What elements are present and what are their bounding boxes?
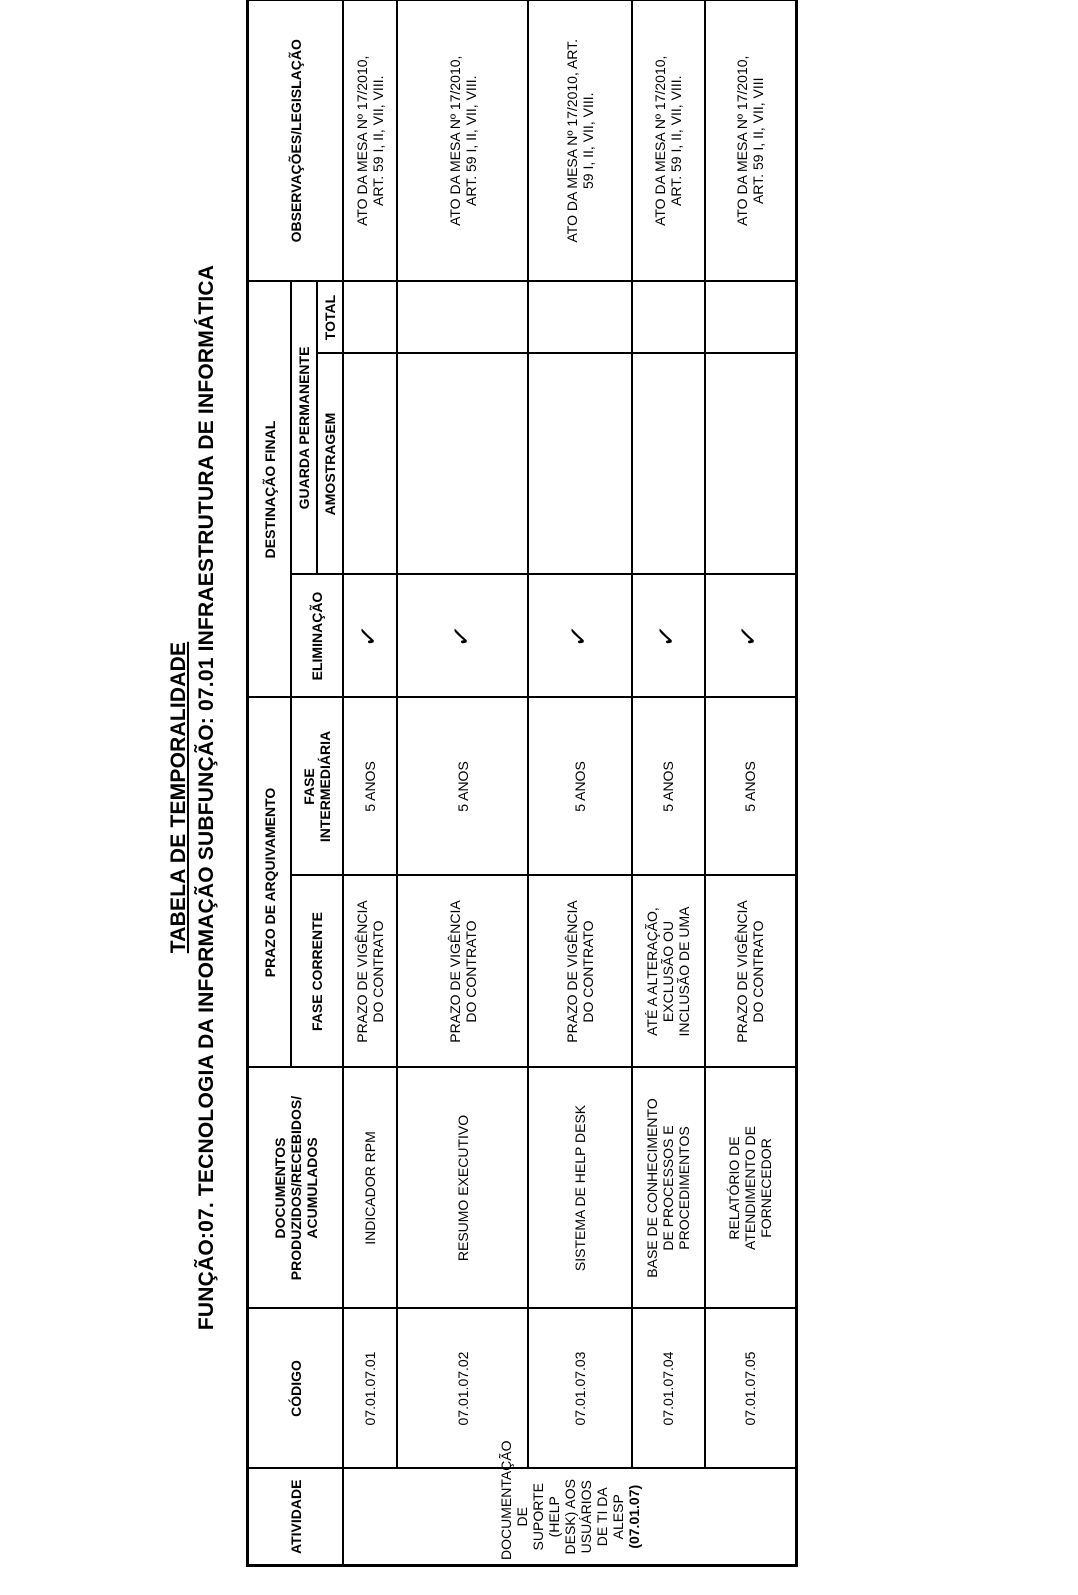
documento-line: FORNECEDOR xyxy=(758,1138,775,1238)
header-amostragem: AMOSTRAGEM xyxy=(317,354,343,575)
cell-amostragem xyxy=(705,354,797,575)
fase-corrente-line: PRAZO DE VIGÊNCIA xyxy=(354,900,371,1043)
cell-fase-corrente xyxy=(343,876,397,1068)
atividade-line: DE SUPORTE (HELP xyxy=(513,1483,562,1551)
header-fase-intermediaria-line: INTERMEDIÁRIA xyxy=(317,730,334,843)
check-icon: ✓ xyxy=(732,623,765,649)
fase-corrente-line: EXCLUSÃO OU xyxy=(660,920,677,1023)
documento-line: SISTEMA DE HELP DESK xyxy=(571,1104,588,1272)
fase-corrente-line: PRAZO DE VIGÊNCIA xyxy=(446,900,463,1043)
table-row xyxy=(632,0,705,1566)
cell-documento xyxy=(397,1068,527,1309)
observacoes-line: 59 I, II, VII, VIII. xyxy=(579,92,596,189)
header-documentos xyxy=(248,1068,344,1309)
cell-observacoes xyxy=(632,0,705,281)
header-fase-intermediaria-line: FASE xyxy=(301,768,318,805)
observacoes-line: ATO DA MESA Nº 17/2010, xyxy=(652,55,669,226)
check-icon: ✓ xyxy=(649,623,683,649)
header-guarda-permanente: GUARDA PERMANENTE xyxy=(291,281,317,574)
documento-line: RESUMO EXECUTIVO xyxy=(454,1114,471,1262)
cell-fase-intermediaria: 5 ANOS xyxy=(397,698,527,876)
atividade-code: (07.01.07) xyxy=(625,1484,642,1549)
cell-fase-intermediaria: 5 ANOS xyxy=(705,698,797,876)
fase-corrente-line: ATÉ A ALTERAÇÃO, xyxy=(644,907,661,1036)
cell-total xyxy=(397,281,527,353)
fase-corrente-line: DO CONTRATO xyxy=(370,920,387,1023)
fase-corrente-line: DO CONTRATO xyxy=(750,920,767,1023)
check-icon: ✓ xyxy=(444,623,477,649)
cell-fase-intermediaria: 5 ANOS xyxy=(528,698,632,876)
cell-documento xyxy=(632,1068,705,1309)
cell-observacoes xyxy=(343,0,397,281)
header-total: TOTAL xyxy=(317,281,343,353)
cell-fase-intermediaria: 5 ANOS xyxy=(632,698,705,876)
header-fase-intermediaria xyxy=(291,698,343,876)
cell-fase-corrente xyxy=(632,876,705,1068)
cell-amostragem xyxy=(632,354,705,575)
check-icon: ✓ xyxy=(561,623,595,649)
documento-line: RELATÓRIO DE xyxy=(726,1136,743,1240)
cell-codigo: 07.01.07.04 xyxy=(632,1309,705,1469)
cell-total xyxy=(343,281,397,353)
table-row xyxy=(528,0,632,1566)
header-observacoes: OBSERVAÇÕES/LEGISLAÇÃO xyxy=(248,0,344,281)
observacoes-line: ART. 59 I, II, VII, VIII. xyxy=(462,75,479,206)
cell-eliminacao xyxy=(632,575,705,698)
observacoes-line: ATO DA MESA Nº 17/2010, ART. xyxy=(563,38,580,243)
cell-observacoes xyxy=(705,0,797,281)
cell-codigo: 07.01.07.02 xyxy=(397,1309,527,1469)
atividade-line: USUÁRIOS DE TI DA xyxy=(577,1480,610,1554)
cell-codigo: 07.01.07.05 xyxy=(705,1309,797,1469)
cell-total xyxy=(528,281,632,353)
fase-corrente-line: DO CONTRATO xyxy=(462,920,479,1023)
cell-observacoes xyxy=(528,0,632,281)
cell-codigo: 07.01.07.01 xyxy=(343,1309,397,1469)
cell-eliminacao xyxy=(343,575,397,698)
header-codigo: CÓDIGO xyxy=(248,1309,344,1469)
atividade-line: ALESP xyxy=(609,1494,626,1540)
document-title: TABELA DE TEMPORALIDADE xyxy=(167,641,190,954)
documento-line: PROCEDIMENTOS xyxy=(676,1126,693,1250)
observacoes-line: ATO DA MESA Nº 17/2010, xyxy=(446,55,463,226)
observacoes-line: ART. 59 I, II, VII, VIII. xyxy=(668,75,685,206)
atividade-line: DESK) AOS xyxy=(561,1479,578,1555)
document-subtitle: FUNÇÃO:07. TECNOLOGIA DA INFORMAÇÃO SUBFUNÇÃO: 07.01 INFRAESTRUTURA DE INFORMÁTICA xyxy=(195,264,218,1331)
fase-corrente-line: DO CONTRATO xyxy=(579,920,596,1023)
cell-eliminacao xyxy=(705,575,797,698)
documento-line: ATENDIMENTO DE xyxy=(742,1126,759,1250)
cell-amostragem xyxy=(343,354,397,575)
cell-fase-corrente xyxy=(397,876,527,1068)
cell-documento xyxy=(705,1068,797,1309)
table-row xyxy=(397,0,527,1566)
documento-line: INDICADOR RPM xyxy=(362,1131,379,1245)
cell-amostragem xyxy=(528,354,632,575)
cell-documento xyxy=(343,1068,397,1309)
cell-fase-corrente xyxy=(528,876,632,1068)
observacoes-line: ART. 59 I, II, VII, VIII xyxy=(750,77,767,205)
cell-eliminacao xyxy=(397,575,527,698)
cell-eliminacao xyxy=(528,575,632,698)
cell-documento xyxy=(528,1068,632,1309)
fase-corrente-line: INCLUSÃO DE UMA xyxy=(676,906,693,1037)
temporality-table xyxy=(246,0,798,1567)
header-eliminacao: ELIMINAÇÃO xyxy=(291,575,343,698)
cell-amostragem xyxy=(397,354,527,575)
fase-corrente-line: PRAZO DE VIGÊNCIA xyxy=(734,900,751,1043)
cell-fase-intermediaria: 5 ANOS xyxy=(343,698,397,876)
observacoes-line: ATO DA MESA Nº 17/2010, xyxy=(354,55,371,226)
header-documentos-line: DOCUMENTOS xyxy=(271,1137,288,1239)
cell-total xyxy=(632,281,705,353)
check-icon: ✓ xyxy=(352,623,385,649)
header-documentos-line: ACUMULADOS xyxy=(303,1137,320,1239)
header-destinacao: DESTINAÇÃO FINAL xyxy=(248,281,292,697)
atividade-line: DOCUMENTAÇÃO xyxy=(497,1440,514,1560)
table-row xyxy=(705,0,797,1566)
header-prazo: PRAZO DE ARQUIVAMENTO xyxy=(248,698,292,1068)
documento-line: DE PROCESSOS E xyxy=(660,1125,677,1251)
cell-total xyxy=(705,281,797,353)
fase-corrente-line: PRAZO DE VIGÊNCIA xyxy=(563,900,580,1043)
header-documentos-line: PRODUZIDOS/RECEBIDOS/ xyxy=(287,1095,304,1281)
header-row-1 xyxy=(248,0,292,1566)
cell-fase-corrente xyxy=(705,876,797,1068)
cell-atividade xyxy=(343,1440,796,1566)
cell-observacoes xyxy=(397,0,527,281)
observacoes-line: ATO DA MESA Nº 17/2010, xyxy=(734,55,751,226)
header-atividade: ATIVIDADE xyxy=(248,1469,344,1566)
cell-codigo: 07.01.07.03 xyxy=(528,1309,632,1469)
header-fase-corrente: FASE CORRENTE xyxy=(291,876,343,1068)
table-row xyxy=(343,0,397,1566)
observacoes-line: ART. 59 I, II, VII, VIII. xyxy=(370,75,387,206)
documento-line: BASE DE CONHECIMENTO xyxy=(644,1098,661,1278)
